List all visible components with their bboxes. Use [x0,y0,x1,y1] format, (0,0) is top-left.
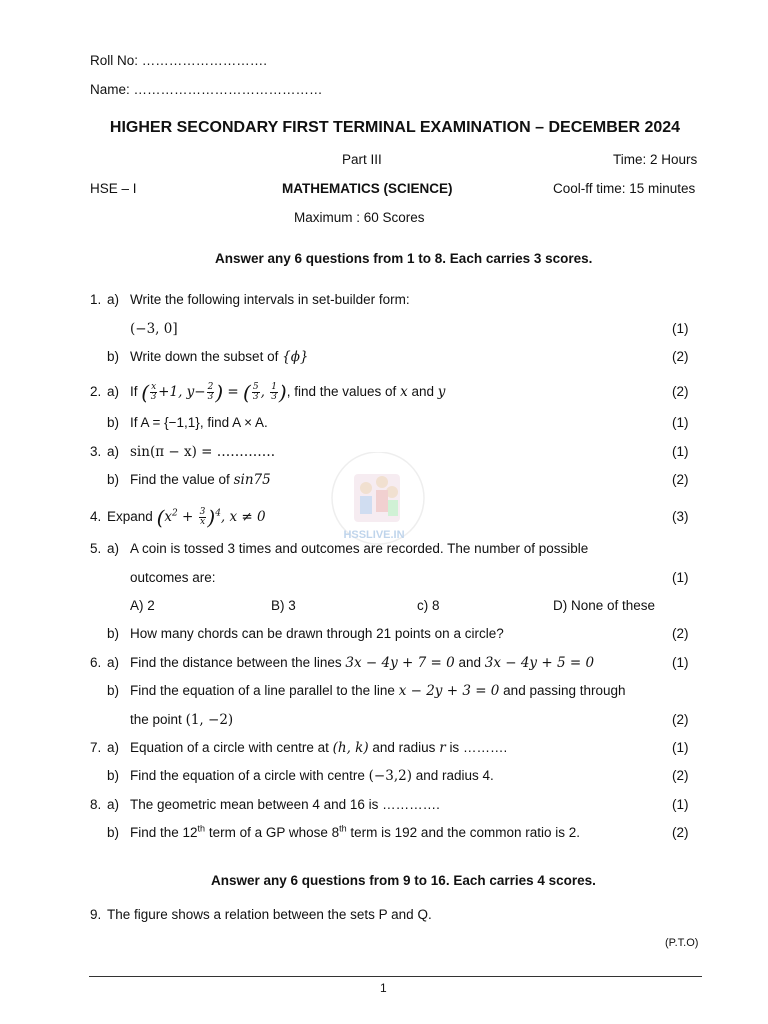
sub-label: a) [107,541,120,556]
footer-divider [89,976,702,977]
name-line: Name: …………………………………… [90,82,323,97]
hsslive-watermark [326,452,430,548]
q6b-line1 [130,682,626,700]
q2a-and: and [411,384,434,399]
q7b-text1: Find the equation of a circle with centre [130,768,365,783]
q2a-y: y [437,384,446,400]
q3b-expr: sin75 [233,472,271,488]
q6b-line2 [130,711,233,729]
section1-instruction: Answer any 6 questions from 1 to 8. Each carries 3 scores. [215,251,593,266]
marks: (1) [672,570,689,585]
q2b-text: If A = {−1,1}, find A × A. [130,415,268,430]
q7a-text1: Equation of a circle with centre at [130,740,329,755]
q6a-text: Find the distance between the lines [130,655,342,670]
q4-line [107,505,266,530]
marks: (1) [672,797,689,812]
q6a-line2: 3x − 4y + 5 = 0 [484,655,595,671]
q1b-set: {ϕ} [282,349,309,365]
sub-label: a) [107,292,120,307]
q8b-text1: Find the 12 [130,825,198,840]
page-number: 1 [380,981,387,995]
option-b: B) 3 [271,598,296,613]
watermark-logo-icon [326,452,430,548]
time-label: Time: 2 Hours [613,152,698,167]
q2a-x: x [400,384,408,400]
q6b-text3: the point [130,712,182,727]
q8b-sup1: th [197,823,206,834]
q1a-text: Write the following intervals in set-builder form: [130,292,410,307]
q2a-if: If [130,384,138,399]
q7a-centre: (h, k) [332,740,369,756]
part-label: Part III [342,152,382,167]
q8a-text: The geometric mean between 4 and 16 is …………. [130,797,440,812]
q8b-text2: term of a GP whose 8 [205,825,340,840]
q3a-text: sin(π − x) = …………. [130,444,276,460]
sub-label: b) [107,683,120,698]
sub-label: a) [107,740,120,755]
q1b-line [130,348,309,366]
section2-instruction: Answer any 6 questions from 9 to 16. Each carries 4 scores. [211,873,596,888]
question-number: 6. [90,655,102,670]
question-number: 1. [90,292,102,307]
sub-label: b) [107,825,120,840]
q8b-sup2: th [339,823,347,834]
q3b-text: Find the value of [130,472,230,487]
option-d: D) None of these [553,598,656,613]
q5b-text: How many chords can be drawn through 21 points on a circle? [130,626,504,641]
q5a-text-line2: outcomes are: [130,570,216,585]
marks: (3) [672,509,689,524]
marks: (1) [672,444,689,459]
pto-label: (P.T.O) [665,937,699,949]
sub-label: a) [107,384,120,399]
sub-label: a) [107,655,120,670]
cool-off-label: Cool-ff time: 15 minutes [553,181,696,196]
q6a-line1: 3x − 4y + 7 = 0 [345,655,455,671]
subject-label: MATHEMATICS (SCIENCE) [282,181,453,196]
q4-expression: ($x^2$ + $\frac{3}{x}$ )$^4$ [156,505,221,530]
q7a-text2: and radius [372,740,436,755]
option-c: c) 8 [417,598,440,613]
watermark-text: HSSLIVE.IN [343,529,405,541]
q6a-line [130,654,594,672]
sub-label: b) [107,349,120,364]
q2a-line [130,380,446,405]
q1b-text: Write down the subset of [130,349,279,364]
q7a-text3: is ………. [449,740,508,755]
q7a-line [130,739,507,757]
q4-condition: , x ≠ 0 [220,509,266,525]
sub-label: a) [107,444,120,459]
question-number: 5. [90,541,102,556]
marks: (2) [672,349,689,364]
sub-label: b) [107,472,120,487]
q6a-and: and [458,655,481,670]
q1a-interval: (−3, 0] [130,321,178,337]
question-number: 3. [90,444,102,459]
question-number: 9. [90,907,102,922]
q2a-equation: ( $\frac{x}{3}$ +1, y− $\frac{2}{3}$ ) = ( $\frac{5}{3}$ , $\frac{1}{3}$ ) [141,380,287,405]
marks: (2) [672,768,689,783]
marks: (1) [672,415,689,430]
sub-label: b) [107,415,120,430]
marks: (2) [672,626,689,641]
q7b-text2: and radius 4. [415,768,494,783]
question-number: 2. [90,384,102,399]
sub-label: b) [107,626,120,641]
roll-no-line: Roll No: ………………………. [90,53,268,68]
marks: (1) [672,321,689,336]
marks: (1) [672,655,689,670]
question-number: 8. [90,797,102,812]
marks: (2) [672,384,689,399]
q5a-text-line1: A coin is tossed 3 times and outcomes are recorded. The number of possible [130,541,589,556]
q8b-text3: term is 192 and the common ratio is 2. [346,825,581,840]
q6b-line-eq: x − 2y + 3 = 0 [398,683,500,699]
question-number: 4. [90,509,102,524]
q7b-centre: (−3,2) [368,768,412,784]
question-number: 7. [90,740,102,755]
q7a-r: r [439,740,446,756]
exam-title: HIGHER SECONDARY FIRST TERMINAL EXAMINATION – DECEMBER 2024 [109,119,681,136]
q6b-text2: and passing through [503,683,626,698]
sub-label: b) [107,768,120,783]
q6b-point: (1, −2) [185,712,234,728]
max-scores-label: Maximum : 60 Scores [294,210,425,225]
q3b-line [130,471,271,489]
marks: (1) [672,740,689,755]
q6b-text1: Find the equation of a line parallel to the line [130,683,395,698]
marks: (2) [672,472,689,487]
marks: (2) [672,825,689,840]
class-label: HSE – I [90,181,137,196]
q7b-line [130,767,494,785]
q8b-line [130,824,580,842]
q2a-text: , find the values of [286,384,397,399]
q4-text: Expand [107,509,153,524]
marks: (2) [672,712,689,727]
q9-text: The figure shows a relation between the sets P and Q. [107,907,432,922]
option-a: A) 2 [130,598,155,613]
sub-label: a) [107,797,120,812]
